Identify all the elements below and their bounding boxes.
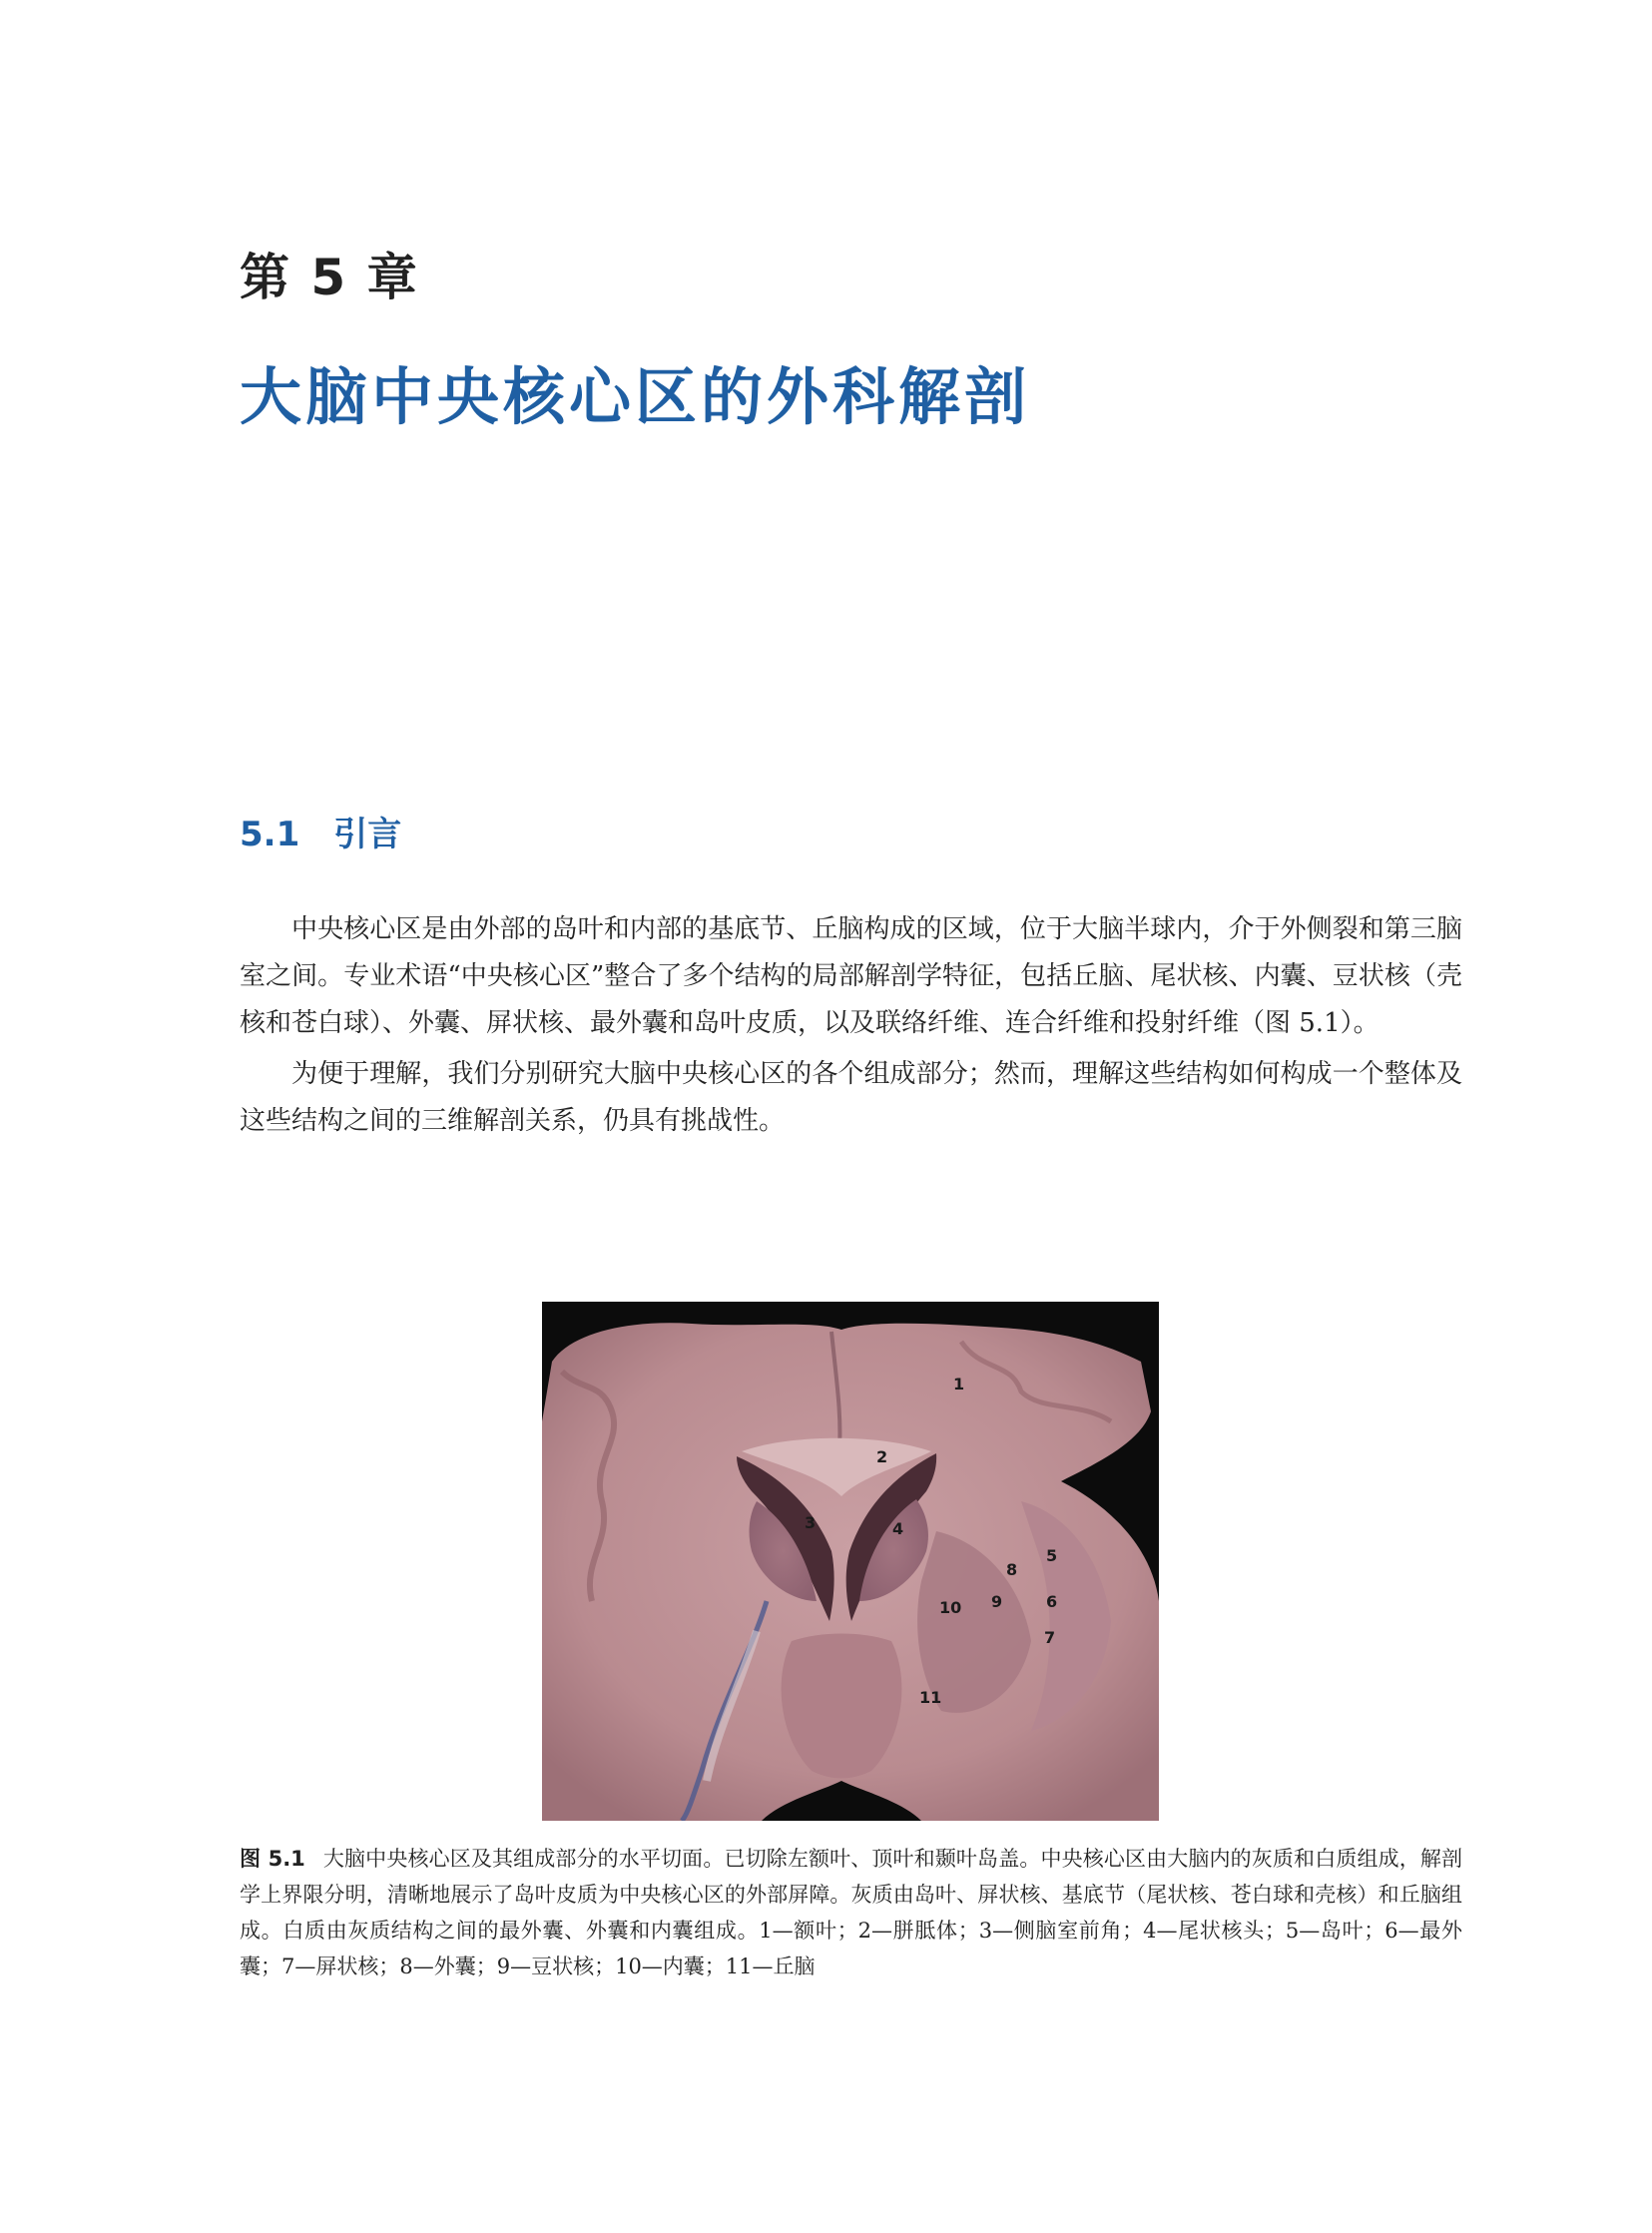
figure-label-3: 3 xyxy=(805,1513,817,1532)
section-title: 引言 xyxy=(333,815,402,854)
body-text xyxy=(240,906,1462,1149)
figure-label-10: 10 xyxy=(939,1598,962,1617)
paragraph-1: 中央核心区是由外部的岛叶和内部的基底节、丘脑构成的区域，位于大脑半球内，介于外侧裂和第三脑室之间。专业术语“中央核心区”整合了多个结构的局部解剖学特征，包括丘脑、尾状核、内囊、豆状核（壳核和苍白球）、外囊、屏状核、最外囊和岛叶皮质，以及联络纤维、连合纤维和投射纤维（图 5.1）。 xyxy=(240,914,1462,1038)
paragraph-2: 为便于理解，我们分别研究大脑中央核心区的各个组成部分；然而，理解这些结构如何构成一个整体及这些结构之间的三维解剖关系，仍具有挑战性。 xyxy=(240,1059,1462,1136)
figure-label-6: 6 xyxy=(1046,1592,1058,1611)
figure-label-4: 4 xyxy=(892,1519,904,1538)
figure-label-8: 8 xyxy=(1006,1560,1018,1579)
chapter-title: 大脑中央核心区的外科解剖 xyxy=(240,360,1031,433)
brain-section-figure xyxy=(542,1302,1159,1821)
figure-label-7: 7 xyxy=(1044,1628,1056,1647)
figure-caption xyxy=(240,1841,1462,1984)
figure-label-2: 2 xyxy=(876,1447,888,1466)
section-number: 5.1 xyxy=(240,815,300,854)
figure-caption-number: 图 5.1 xyxy=(240,1847,305,1871)
section-heading xyxy=(240,807,401,855)
figure-label-5: 5 xyxy=(1046,1546,1058,1565)
chapter-label: 第 5 章 xyxy=(240,249,419,306)
figure-label-11: 11 xyxy=(919,1688,942,1707)
figure-label-1: 1 xyxy=(953,1375,965,1394)
brain-section-illustration xyxy=(542,1302,1159,1821)
figure-label-9: 9 xyxy=(991,1592,1003,1611)
figure-caption-text: 大脑中央核心区及其组成部分的水平切面。已切除左额叶、顶叶和颞叶岛盖。中央核心区由大脑内的灰质和白质组成，解剖学上界限分明，清晰地展示了岛叶皮质为中央核心区的外部屏障。灰质由岛叶、屏状核、基底节（尾状核、苍白球和壳核）和丘脑组成。白质由灰质结构之间的最外囊、外囊和内囊组成。1—额叶；2—胼胝体；3—侧脑室前角；4—尾状核头；5—岛叶；6—最外囊；7—屏状核；8—外囊；9—豆状核；10—内囊；11—丘脑 xyxy=(240,1847,1462,1978)
